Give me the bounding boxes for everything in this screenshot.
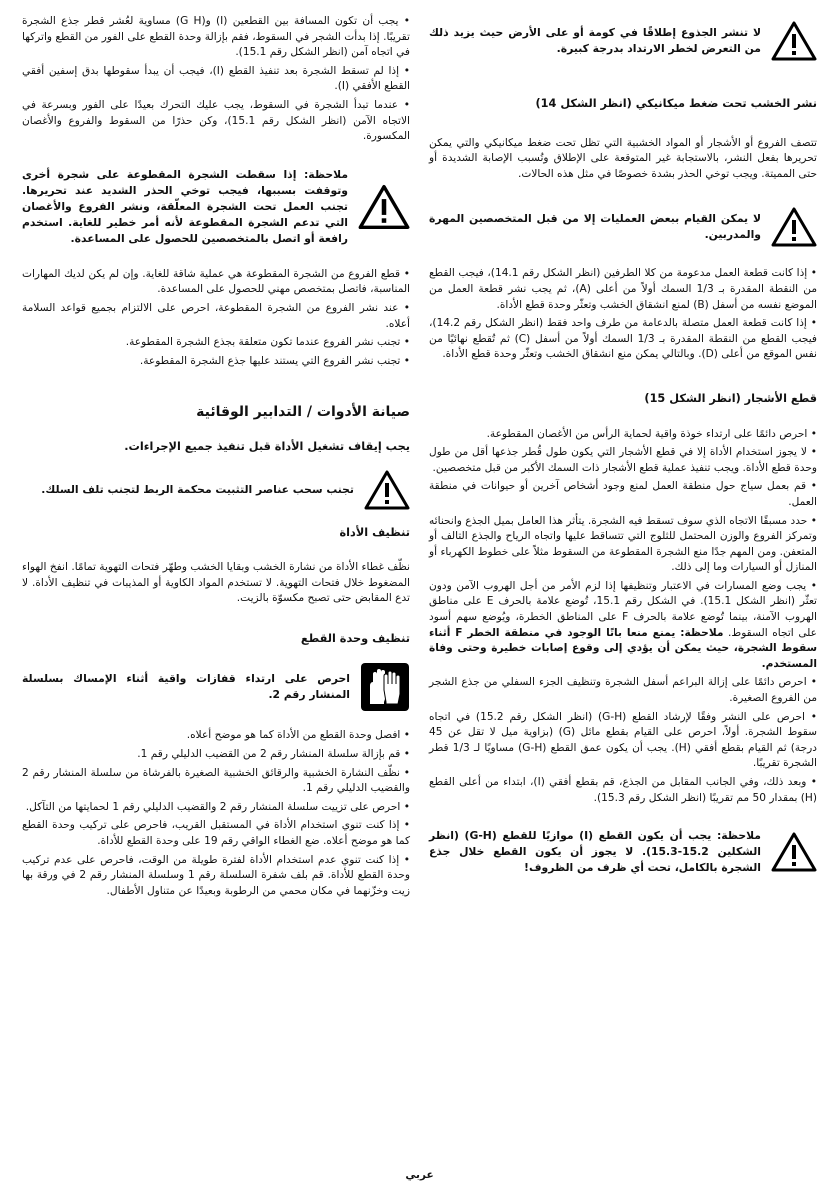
left-column [22,14,410,902]
warning-fasteners-text: تجنب سحب عناصر التثبيت محكمة الربط لتجنب تلف السلك. [41,482,354,496]
list-item: • إذا كانت قطعة العمل مدعومة من كلا الطرفين (انظر الشكل رقم 14.1)، فيجب القطع من النقطة المقدرة بـ 1/3 السمك أولاً من أعلى (A)، ثم يجب نشر قطعة العمل من الموضع نفسه من أسفل (B) لمنع انشقاق الخشب وتعثّر وحدة قطع الأداة. [429,266,817,313]
warning-triangle-icon [771,20,817,62]
heading-tension: نشر الخشب تحت ضغط ميكانيكي (انظر الشكل 14) [535,97,817,110]
warning-triangle-icon [364,469,410,511]
heading-stop-tool: يجب إيقاف تشغيل الأداة قبل تنفيذ جميع الإجراءات. [124,439,410,453]
para-clean-tool: نظّف غطاء الأداة من نشارة الخشب وبقايا الخشب وطهّر فتحات التهوية تمامًا. انفخ الهواء المضغوط خلال فتحات التهوية. لا تستخدم المواد الكاوية أو المذيبات في تنظيف الأداة. لا تدع المقابض حتى تصبح مكسوّة بالزيت. [22,561,410,605]
list-item: • نظّف النشارة الخشبية والرقائق الخشبية الصغيرة بالفرشاة من سلسلة المنشار رقم 2 والقضيب الدليلي رقم 1. [22,766,410,797]
list-item: • افصل وحدة القطع من الأداة كما هو موضح أعلاه. [22,728,410,744]
section-maintenance-title: صيانة الأدوات / التدابير الوقائية [196,404,410,421]
heading-clean-cutting: تنظيف وحدة القطع [300,631,410,645]
warning-specialists-text: لا يمكن القيام ببعض العمليات إلا من قبل المتخصصين المهرة والمدربين. [429,212,761,242]
right-column [429,14,817,876]
list-item: • إذا كنت تنوي استخدام الأداة في المستقبل القريب، فاحرص على تركيب وحدة القطع كما هو موضح أعلاه. ضع الغطاء الواقي رقم 19 على وحدة القطع للأداة. [22,818,410,849]
paths-note: ملاحظة: يمنع منعا باتًا الوجود في منطقة الخطر F أثناء سقوط الشجرة، حيث يمكن أن يؤدي إلى وقوع إصابات خطيرة وحتى وفاة المستخدم. [429,626,817,670]
warning-triangle-icon [771,831,817,873]
list-item: • قم بإزالة سلسلة المنشار رقم 2 من القضيب الدليلي رقم 1. [22,747,410,763]
warning-ground-spread-text: لا تنشر الجذوع إطلاقًا في كومة أو على الأرض حيث يزيد ذلك من التعرض لخطر الارتداد بدرجة كبيرة. [429,26,761,55]
cleaning-bullets [22,728,410,899]
branch-bullets [22,267,410,370]
list-item: • حدد مسبقًا الاتجاه الذي سوف تسقط فيه الشجرة. يتأثر هذا العامل بميل الجذع وانحنائه وتمركز الفروع والوزن المحتمل للثلوج التي تتساقط عليها واتجاه الرياح والجذع التالف أو المتعفن. ومن المهم جدًا منع الشجرة المقطوعة من السقوط مثلاً على خطوط الكهرباء أو المنازل أو السيارات وما إلى ذلك. [429,514,817,576]
warning-specialists [429,206,817,248]
heading-clean-tool: تنظيف الأداة [339,525,410,539]
warning-triangle-icon [771,206,817,248]
list-item: • وبعد ذلك، وفي الجانب المقابل من الجذع، قم بقطع أفقي (I)، ابتداء من أعلى القطع (H) بمقدار 50 مم تقريبًا (انظر الشكل رقم 15.3). [429,775,817,806]
list-item-paths [429,579,817,673]
para-tension: تتصف الفروع أو الأشجار أو المواد الخشبية التي تظل تحت ضغط ميكانيكي والتي يمكن تحريرها بفعل النشر، بالاستجابة غير المتوقعة على الإطلاق وتُسبب الإصابة الشديدة أو حتى المميتة. ويجب توخي الحذر بشدة خصوصًا في مثل هذه الحالات. [429,136,817,180]
felling-bullets [429,427,817,807]
list-item: • تجنب نشر الفروع التي يستند عليها جذع الشجرة المقطوعة. [22,354,410,370]
list-item: • تجنب نشر الفروع عندما تكون متعلقة بجذع الشجرة المقطوعة. [22,335,410,351]
warning-hung-tree-text: ملاحظة: إذا سقطت الشجرة المقطوعة على شجرة أخرى وتوقفت بسببها، فيجب توخي الحذر الشديد عند تحريرها. تجنب العمل تحت الشجرة المعلّقة، ونشر الفروع والأغصان التي تدعم الشجرة المقطوعة لأنه أمر خطير للغاية. استخدم رافعة أو اتصل بالمتخصصين للحصول على المساعدة. [22,167,348,245]
list-item: • عندما تبدأ الشجرة في السقوط، يجب عليك التحرك بعيدًا على الفور وبسرعة في الاتجاه الآمن (انظر الشكل رقم 15.1)، وكن حذرًا من السقوط والفروع والأغصان المكسورة. [22,98,410,145]
gloves-icon [360,662,410,712]
list-item: • احرص دائمًا على إزالة البراعم أسفل الشجرة وتنظيف الجزء السفلي من جذع الشجر من الفروع الصغيرة. [429,675,817,706]
warning-ground-spread [429,20,817,62]
warning-cut-parallel [429,828,817,876]
paths-text: يجب وضع المسارات في الاعتبار وتنظيفها إذا لزم الأمر من أجل الهروب الآمن ودون تعثّر (انظر الشكل 15.1). في الشكل رقم 15.1، تُوضع علامة بالحرف E على مناطق الهروب الآمنة، بينما تُوضع علامة بالحرف F على المناطق الخطرة، ويُوضع سهم أسود على اتجاه السقوط. [429,579,818,639]
page-footer-language: عربي [405,1169,434,1181]
gloves-warning-text: احرص على ارتداء قفازات واقية أثناء الإمساك بسلسلة المنشار رقم 2. [22,672,350,702]
list-item: • إذا لم تسقط الشجرة بعد تنفيذ القطع (I)، فيجب أن يبدأ سقوطها بدق إسفين أفقي القطع الأفقي (I). [22,64,410,95]
list-item: • إذا كانت قطعة العمل متصلة بالدعامة من طرف واحد فقط (انظر الشكل رقم 14.2)، فيجب القطع من النقطة المقدرة بـ 1/3 السمك أولاً من أسفل (C) ثم تُقطع نهائيًا من نفس الموقع من أعلى (D). وبالتالي يمكن منع انشقاق الخشب وتعثّر وحدة قطع الأداة. [429,316,817,363]
warning-triangle-icon [358,183,410,231]
warning-cut-parallel-text: ملاحظة: يجب أن يكون القطع (I) موازيًا للقطع (G-H) (انظر الشكلين 15.2-15.3). لا يجوز أن يكون القطع خلال جذع الشجرة بالكامل، تحت أي ظرف من الظروف! [429,829,761,875]
heading-felling: قطع الأشجار (انظر الشكل 15) [644,391,817,405]
tension-bullets [429,266,817,363]
list-item: • عند نشر الفروع من الشجرة المقطوعة، احرص على الالتزام بجميع قواعد السلامة أعلاه. [22,301,410,332]
warning-hung-tree [22,167,410,247]
gloves-warning [22,662,410,712]
top-bullets [22,14,410,145]
list-item: • احرص على النشر وفقًا لإرشاد القطع (G-H) (انظر الشكل رقم 15.2) في اتجاه سقوط الشجرة. أولاً، احرص على القيام بقطع مائل (G) (بزاوية ميل لا تقل عن 45 درجة) ثم القيام بقطع أفقي (H). يجب أن يكون عمق القطع (G-H) مساويًا لـ 1/3 قطر الشجرة تقريبًا. [429,710,817,772]
warning-fasteners [22,469,410,511]
list-item: • إذا كنت تنوي عدم استخدام الأداة لفترة طويلة من الوقت، فاحرص على عدم تركيب وحدة القطع للأداة. قم بلف شفرة السلسلة رقم 1 وسلسلة المنشار رقم 2 في ورقة بها زيت وخزّنهما في مكان محمي من الرطوبة وبعيدًا عن متناول الأطفال. [22,853,410,900]
list-item: • قم بعمل سياج حول منطقة العمل لمنع وجود أشخاص آخرين أو حيوانات في منطقة العمل. [429,479,817,510]
list-item: • احرص دائمًا على ارتداء خوذة واقية لحماية الرأس من الأغصان المقطوعة. [429,427,817,443]
list-item: • احرص على تزييت سلسلة المنشار رقم 2 والقضيب الدليلي رقم 1 لحمايتها من التآكل. [22,800,410,816]
list-item: • لا يجوز استخدام الأداة إلا في قطع الأشجار التي يكون طول قُطر جذعها أقل من طول وحدة قطع الأداة. ويجب تنفيذ عملية قطع الأشجار ذات السمك الأكبر من قبل متخصصين. [429,445,817,476]
list-item: • قطع الفروع من الشجرة المقطوعة هي عملية شاقة للغاية. وإن لم يكن لديك المهارات المناسبة، فاتصل بمتخصص مهني للحصول على المساعدة. [22,267,410,298]
list-item: • يجب أن تكون المسافة بين القطعين (I) و(G H) مساوية لعُشر قطر جذع الشجرة تقريبًا. إذا بدأت الشجر في السقوط، فقم بإزالة وحدة القطع على الفور من القطع واتركها في اتجاه آمن (انظر الشكل رقم 15.1). [22,14,410,61]
